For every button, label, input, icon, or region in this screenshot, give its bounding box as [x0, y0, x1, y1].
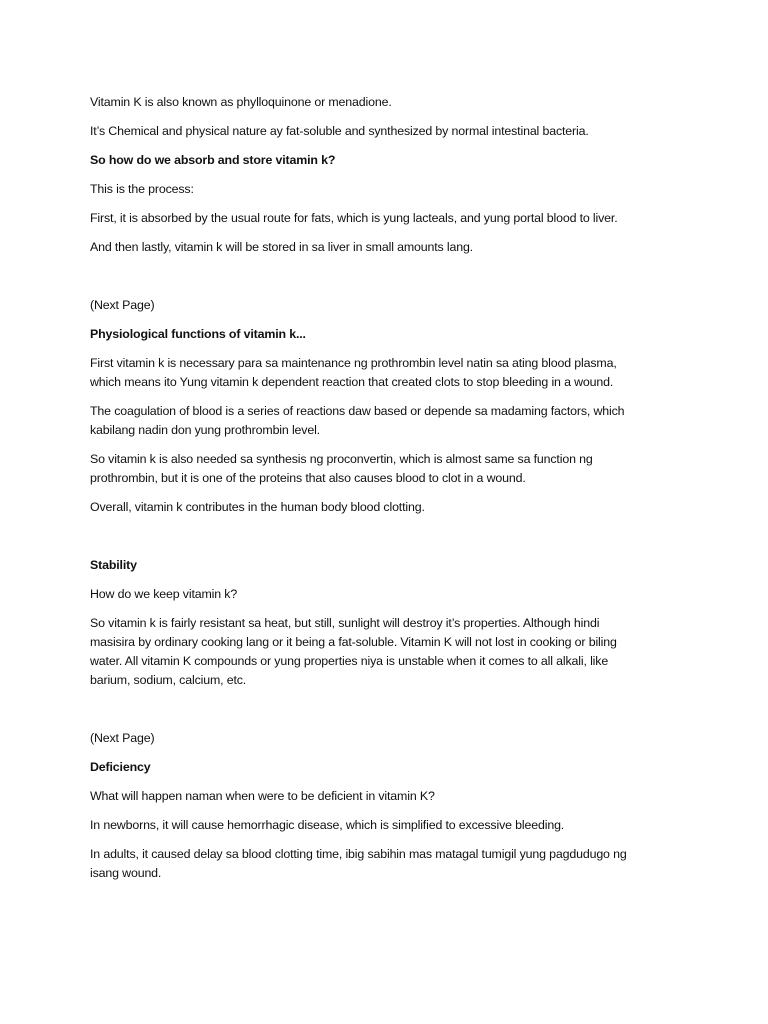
heading-physiological-functions: Physiological functions of vitamin k... [90, 327, 306, 341]
paragraph-proconvertin-line-2: prothrombin, but it is one of the proteins that also causes blood to clot in a wound. [90, 471, 526, 485]
paragraph-stability-line-1: So vitamin k is fairly resistant sa heat, but still, sunlight will destroy it’s properties. Although hindi [90, 616, 600, 630]
paragraph-overall: Overall, vitamin k contributes in the human body blood clotting. [90, 500, 425, 514]
heading-deficiency: Deficiency [90, 760, 151, 774]
paragraph-storage: And then lastly, vitamin k will be stored in sa liver in small amounts lang. [90, 240, 473, 254]
paragraph-prothrombin-line-2: which means ito Yung vitamin k dependent reaction that created clots to stop bleeding in a wound. [90, 375, 614, 389]
paragraph-proconvertin-line-1: So vitamin k is also needed sa synthesis ng proconvertin, which is almost same sa function ng [90, 452, 593, 466]
question-deficiency: What will happen naman when were to be deficient in vitamin K? [90, 789, 435, 803]
paragraph-coagulation-line-1: The coagulation of blood is a series of reactions daw based or depende sa madaming factors, which [90, 404, 625, 418]
paragraph-process-intro: This is the process: [90, 182, 194, 196]
paragraph-absorption-route: First, it is absorbed by the usual route for fats, which is yung lacteals, and yung portal blood to liver. [90, 211, 618, 225]
question-keep-vitamin-k: How do we keep vitamin k? [90, 587, 238, 601]
paragraph-adults-line-2: isang wound. [90, 866, 162, 880]
paragraph-vitamin-k-names: Vitamin K is also known as phylloquinone or menadione. [90, 95, 392, 109]
paragraph-stability-line-4: barium, sodium, calcium, etc. [90, 673, 247, 687]
next-page-marker: (Next Page) [90, 298, 155, 312]
paragraph-chemical-nature: It’s Chemical and physical nature ay fat-soluble and synthesized by normal intestinal bacteria. [90, 124, 589, 138]
paragraph-stability-line-2: masisira by ordinary cooking lang or it being a fat-soluble. Vitamin K will not lost in cooking or biling [90, 635, 617, 649]
paragraph-adults-line-1: In adults, it caused delay sa blood clotting time, ibig sabihin mas matagal tumigil yung pagdudugo ng [90, 847, 627, 861]
paragraph-newborns: In newborns, it will cause hemorrhagic disease, which is simplified to excessive bleeding. [90, 818, 565, 832]
paragraph-coagulation-line-2: kabilang nadin don yung prothrombin level. [90, 423, 320, 437]
next-page-marker: (Next Page) [90, 731, 155, 745]
paragraph-prothrombin-line-1: First vitamin k is necessary para sa maintenance ng prothrombin level natin sa ating blood plasma, [90, 356, 617, 370]
paragraph-stability-line-3: water. All vitamin K compounds or yung properties niya is unstable when it comes to all alkali, like [90, 654, 609, 668]
question-absorb-store: So how do we absorb and store vitamin k? [90, 153, 336, 167]
heading-stability: Stability [90, 558, 137, 572]
